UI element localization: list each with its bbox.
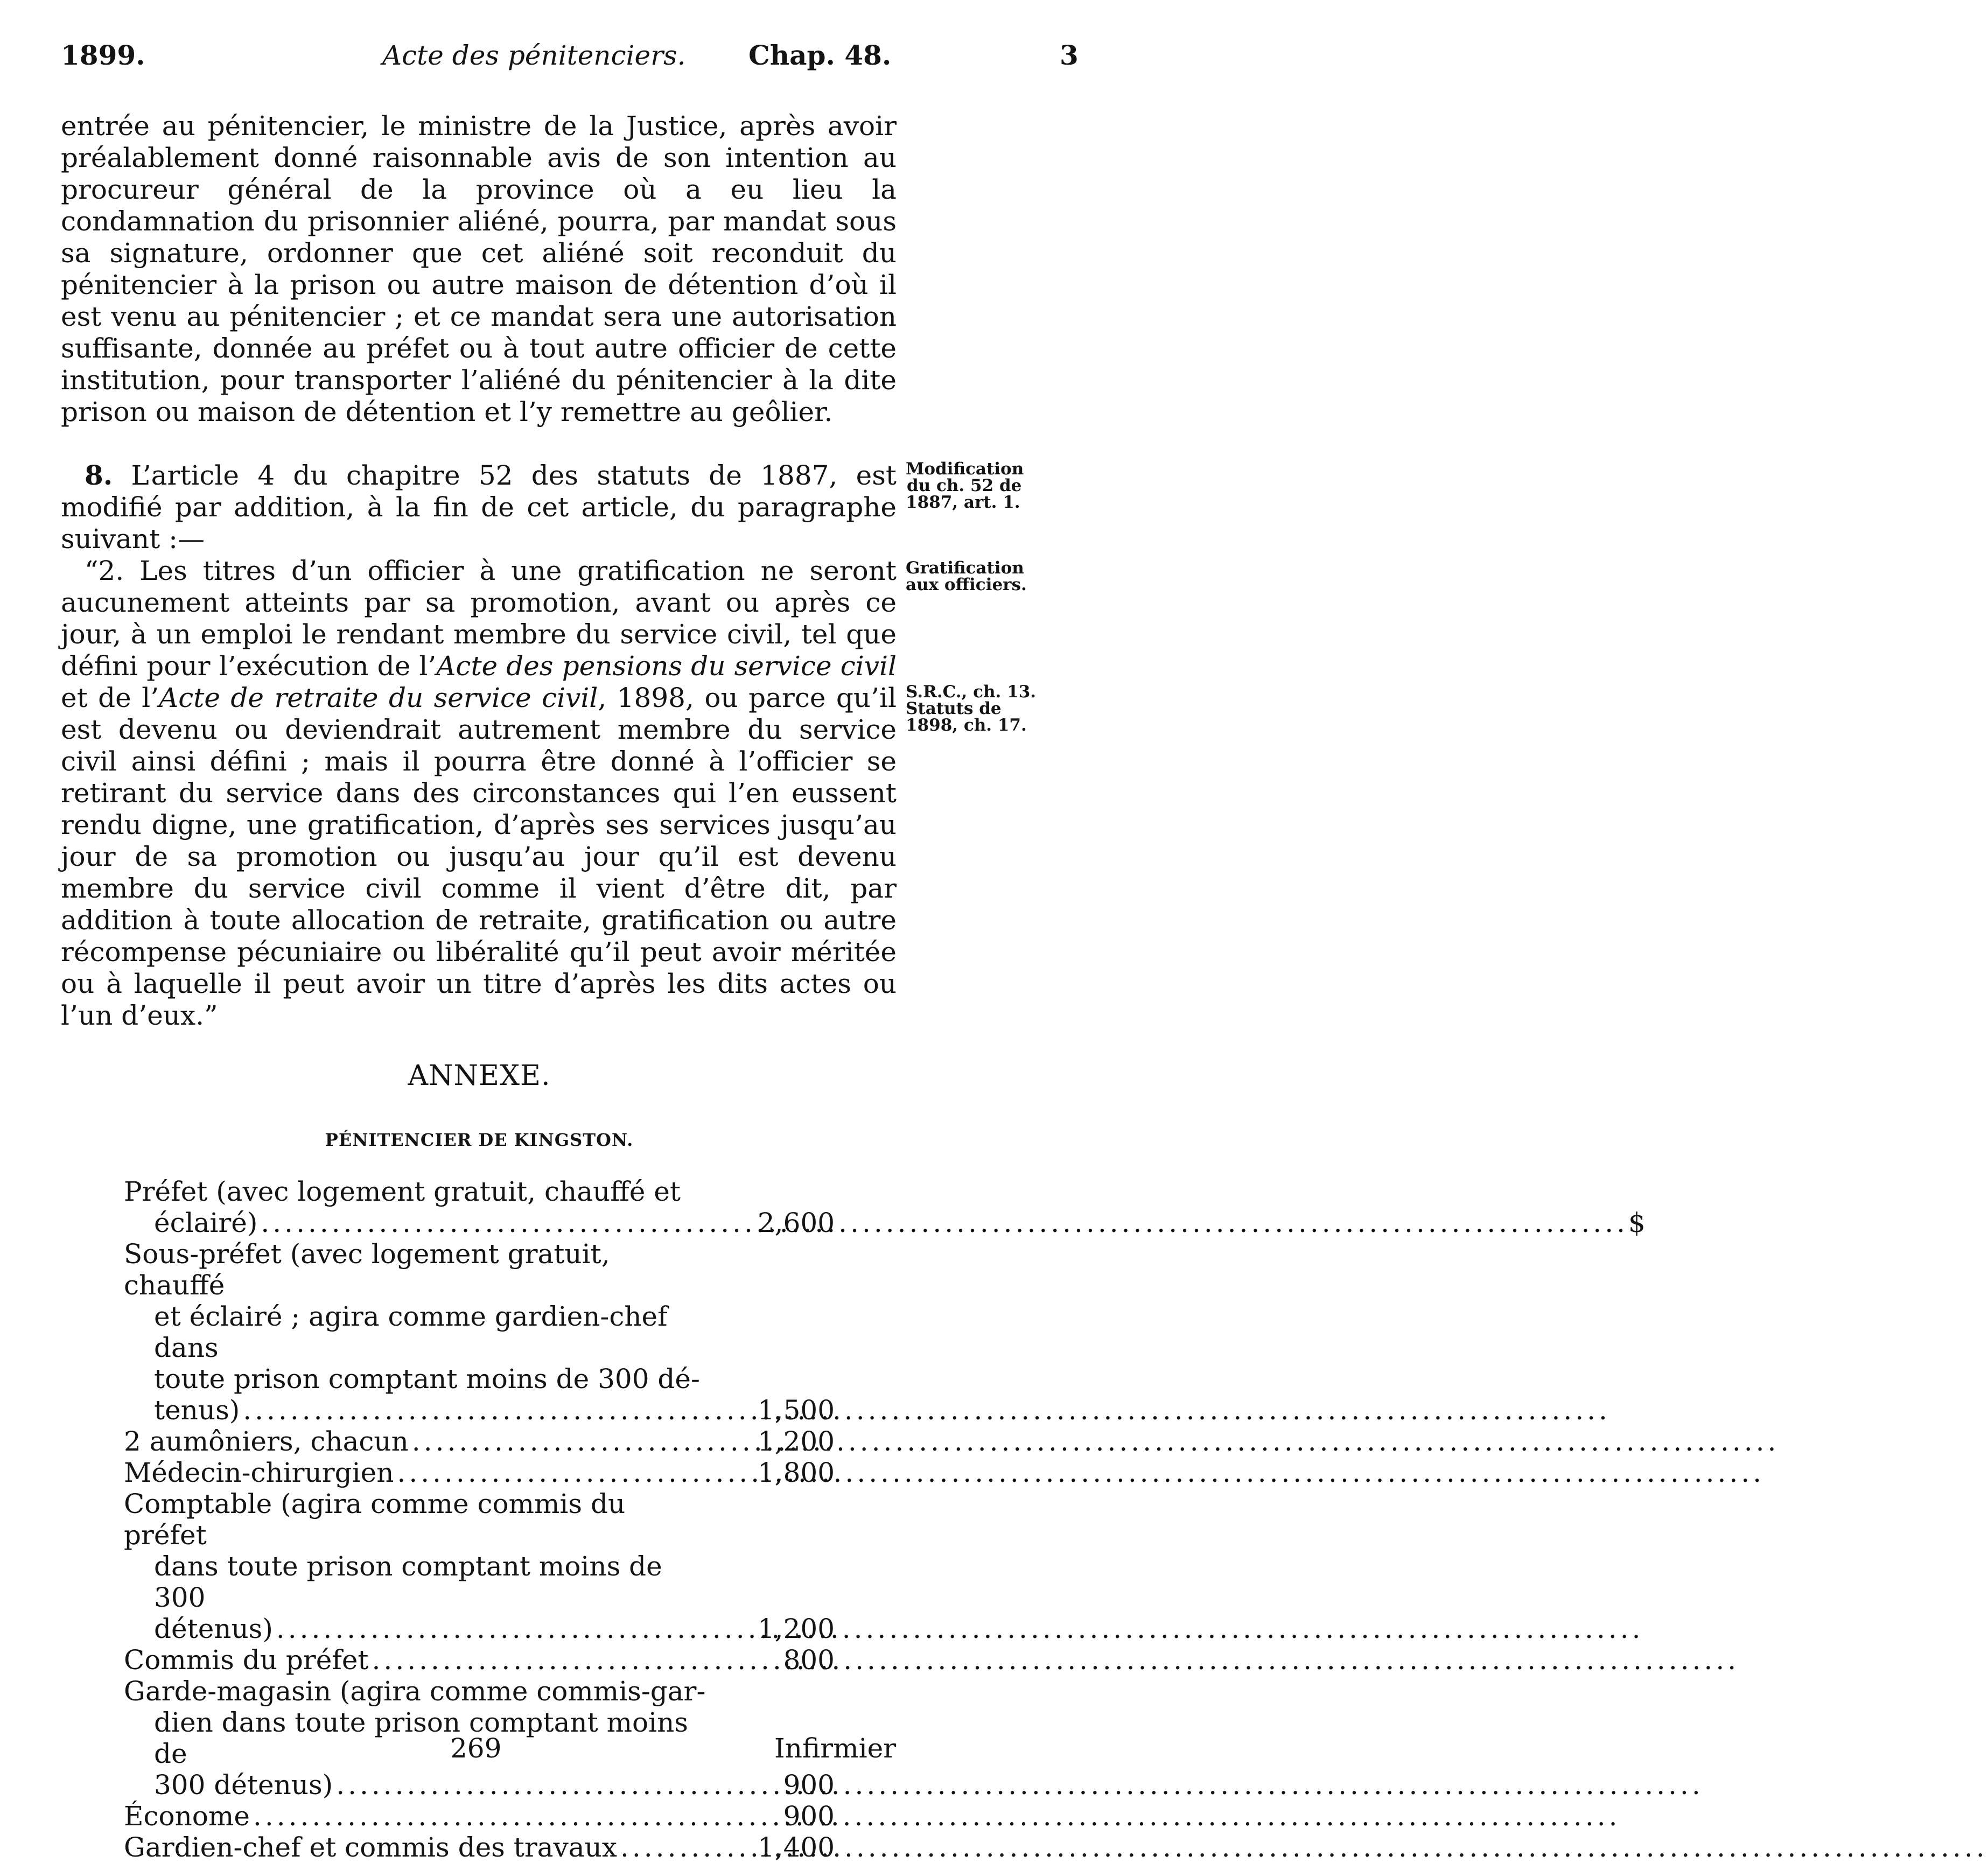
salary-description-line: Garde-magasin (agira comme commis-gar- (124, 1676, 706, 1707)
salary-description-line: et éclairé ; agira comme gardien-chef dans (154, 1301, 668, 1363)
salary-row (124, 1488, 835, 1644)
header-title: Acte des pénitenciers. (382, 40, 686, 71)
salary-position: Économe (124, 1801, 250, 1832)
salary-position: éclairé) (154, 1207, 258, 1238)
header-year: 1899. (61, 39, 145, 71)
dot-leader (333, 1769, 1704, 1801)
salary-description-line: dien dans toute prison comptant moins de (154, 1707, 688, 1769)
salary-description (124, 1457, 711, 1488)
currency-symbol: $ (1628, 1207, 1646, 1238)
paragraph-text: entrée au pénitencier, le ministre de la Justice, après avoir préalablement donné raisonnable avis de son intention au procureur général de la province où a eu lieu la condamnation du prisonnier aliéné, pourra, par mandat sous sa signature, ordonner que cet aliéné soit reconduit du pénitencier à la prison ou autre maison de détention d’où il est venu au pénitencier ; et ce mandat sera une autorisation suffisante, donnée au préfet ou à tout autre officier de cette institution, pour transporter l’aliéné du pénitencier à la dite prison ou maison de détention et l’y remettre au geôlier. (61, 110, 897, 428)
dot-leader (369, 1644, 1740, 1676)
salary-description-line: Sous-préfet (avec logement gratuit, chauffé (124, 1238, 610, 1301)
salary-description-last-line (124, 1801, 711, 1832)
salary-amount: 1,800 (757, 1457, 835, 1488)
margin-note-line: Statuts de (906, 699, 1002, 718)
salary-description (124, 1676, 711, 1801)
salary-description-last-line (124, 1769, 711, 1801)
quote-act-title-1: Acte des pensions du service civil (436, 650, 897, 682)
salary-amount: 1,400 (757, 1832, 835, 1863)
annex-title: ANNEXE. (408, 1060, 551, 1092)
quote-act-title-2: Acte de retraite du service civil (159, 682, 598, 713)
salary-description-last-line (124, 1832, 711, 1863)
margin-note-modification (906, 461, 1083, 511)
quote-part-b: et de l’ (61, 682, 159, 713)
section-8-text: L’article 4 du chapitre 52 des statuts de 1887, est modifié par addition, à la fin de cet article, du paragraphe suivant :— (61, 460, 897, 555)
salary-description-line: Préfet (avec logement gratuit, chauffé et (124, 1176, 681, 1207)
salary-row (124, 1801, 835, 1832)
salary-description (124, 1801, 711, 1832)
salary-row (124, 1457, 835, 1488)
salary-position: Gardien-chef et commis des travaux (124, 1832, 617, 1863)
dot-leader (257, 1207, 1628, 1238)
dot-leader (409, 1426, 1780, 1457)
catchword: Infirmier (774, 1733, 897, 1764)
salary-amount: 1,500 (757, 1395, 835, 1426)
dot-leader (250, 1801, 1621, 1832)
section-8-intro (61, 459, 897, 555)
margin-note-line: Modification (906, 459, 1024, 479)
header-chapter: Chap. 48. (748, 39, 892, 71)
margin-note-line: 1898, ch. 17. (906, 716, 1027, 735)
dot-leader (394, 1457, 1765, 1488)
salary-amount: 1,200 (757, 1613, 835, 1644)
margin-note-line: du ch. 52 de (907, 476, 1022, 495)
salary-description-last-line (124, 1613, 711, 1644)
salary-description-last-line (124, 1457, 711, 1488)
salary-amount: 2,600 (757, 1207, 835, 1238)
salary-position: 300 détenus) (154, 1769, 333, 1801)
salary-row (124, 1644, 835, 1676)
salary-description-line: dans toute prison comptant moins de 300 (154, 1551, 662, 1613)
margin-note-line: aux officiers. (906, 575, 1027, 594)
salary-amount: 900 (783, 1769, 835, 1801)
header-page-number: 3 (1060, 39, 1079, 71)
salary-description (124, 1644, 711, 1676)
salary-description (124, 1426, 711, 1457)
salary-row (124, 1238, 835, 1426)
salary-description (124, 1832, 711, 1863)
quote-part-c: , 1898, ou parce qu’il est devenu ou deviendrait autrement membre du service civil ainsi défini ; mais il pourra être donné à l’officier se retirant du service dans des circonstances qui l’en eussent rendu digne, une gratification, d’après ses services jusqu’au jour de sa promotion ou jusqu’au jour qu’il est devenu membre du service civil comme il vient d’être dit, par addition à toute allocation de retraite, gratification ou autre récompense pécuniaire ou libéralité qu’il peut avoir méritée ou à laquelle il peut avoir un titre d’après les dits actes ou l’un d’eux.” (61, 682, 897, 1031)
salary-position: Commis du préfet (124, 1644, 369, 1676)
salary-description-line: Comptable (agira comme commis du préfet (124, 1488, 626, 1551)
margin-note-statutes (906, 684, 1083, 734)
salary-position: tenus) (154, 1395, 240, 1426)
salary-description-last-line (124, 1426, 711, 1457)
salary-row (124, 1426, 835, 1457)
annex-subtitle: PÉNITENCIER DE KINGSTON. (325, 1130, 634, 1150)
section-number: 8. (85, 459, 113, 491)
salary-position: Médecin-chirurgien (124, 1457, 394, 1488)
margin-note-gratification (906, 560, 1083, 593)
salary-description (124, 1238, 711, 1426)
section-8 (61, 459, 897, 1032)
salary-position: détenus) (154, 1613, 273, 1644)
salary-description-last-line (124, 1644, 711, 1676)
dot-leader (240, 1395, 1611, 1426)
quote-part-a: “2. Les titres d’un officier à une gratification ne seront aucunement atteints par sa promotion, avant ou après ce jour, à un emploi le rendant membre du service civil, tel que défini pour l’exécution de l’ (61, 555, 897, 682)
salary-row (124, 1176, 1646, 1238)
continued-paragraph (61, 110, 897, 428)
salary-description-last-line (124, 1395, 711, 1426)
section-8-quote (61, 555, 897, 1032)
margin-note-line: Gratification (906, 558, 1024, 578)
salary-description-line: toute prison comptant moins de 300 dé- (154, 1363, 700, 1395)
salary-amount: 1,200 (757, 1426, 835, 1457)
dot-leader (273, 1613, 1644, 1644)
salary-row (124, 1832, 835, 1863)
margin-note-line: S.R.C., ch. 13. (906, 682, 1037, 702)
margin-note-line: 1887, art. 1. (906, 493, 1020, 512)
salary-amount: 800 (783, 1644, 835, 1676)
salary-position: 2 aumôniers, chacun (124, 1426, 409, 1457)
page-number: 269 (450, 1733, 502, 1764)
salary-description (124, 1488, 711, 1644)
salary-amount: 900 (783, 1801, 835, 1832)
